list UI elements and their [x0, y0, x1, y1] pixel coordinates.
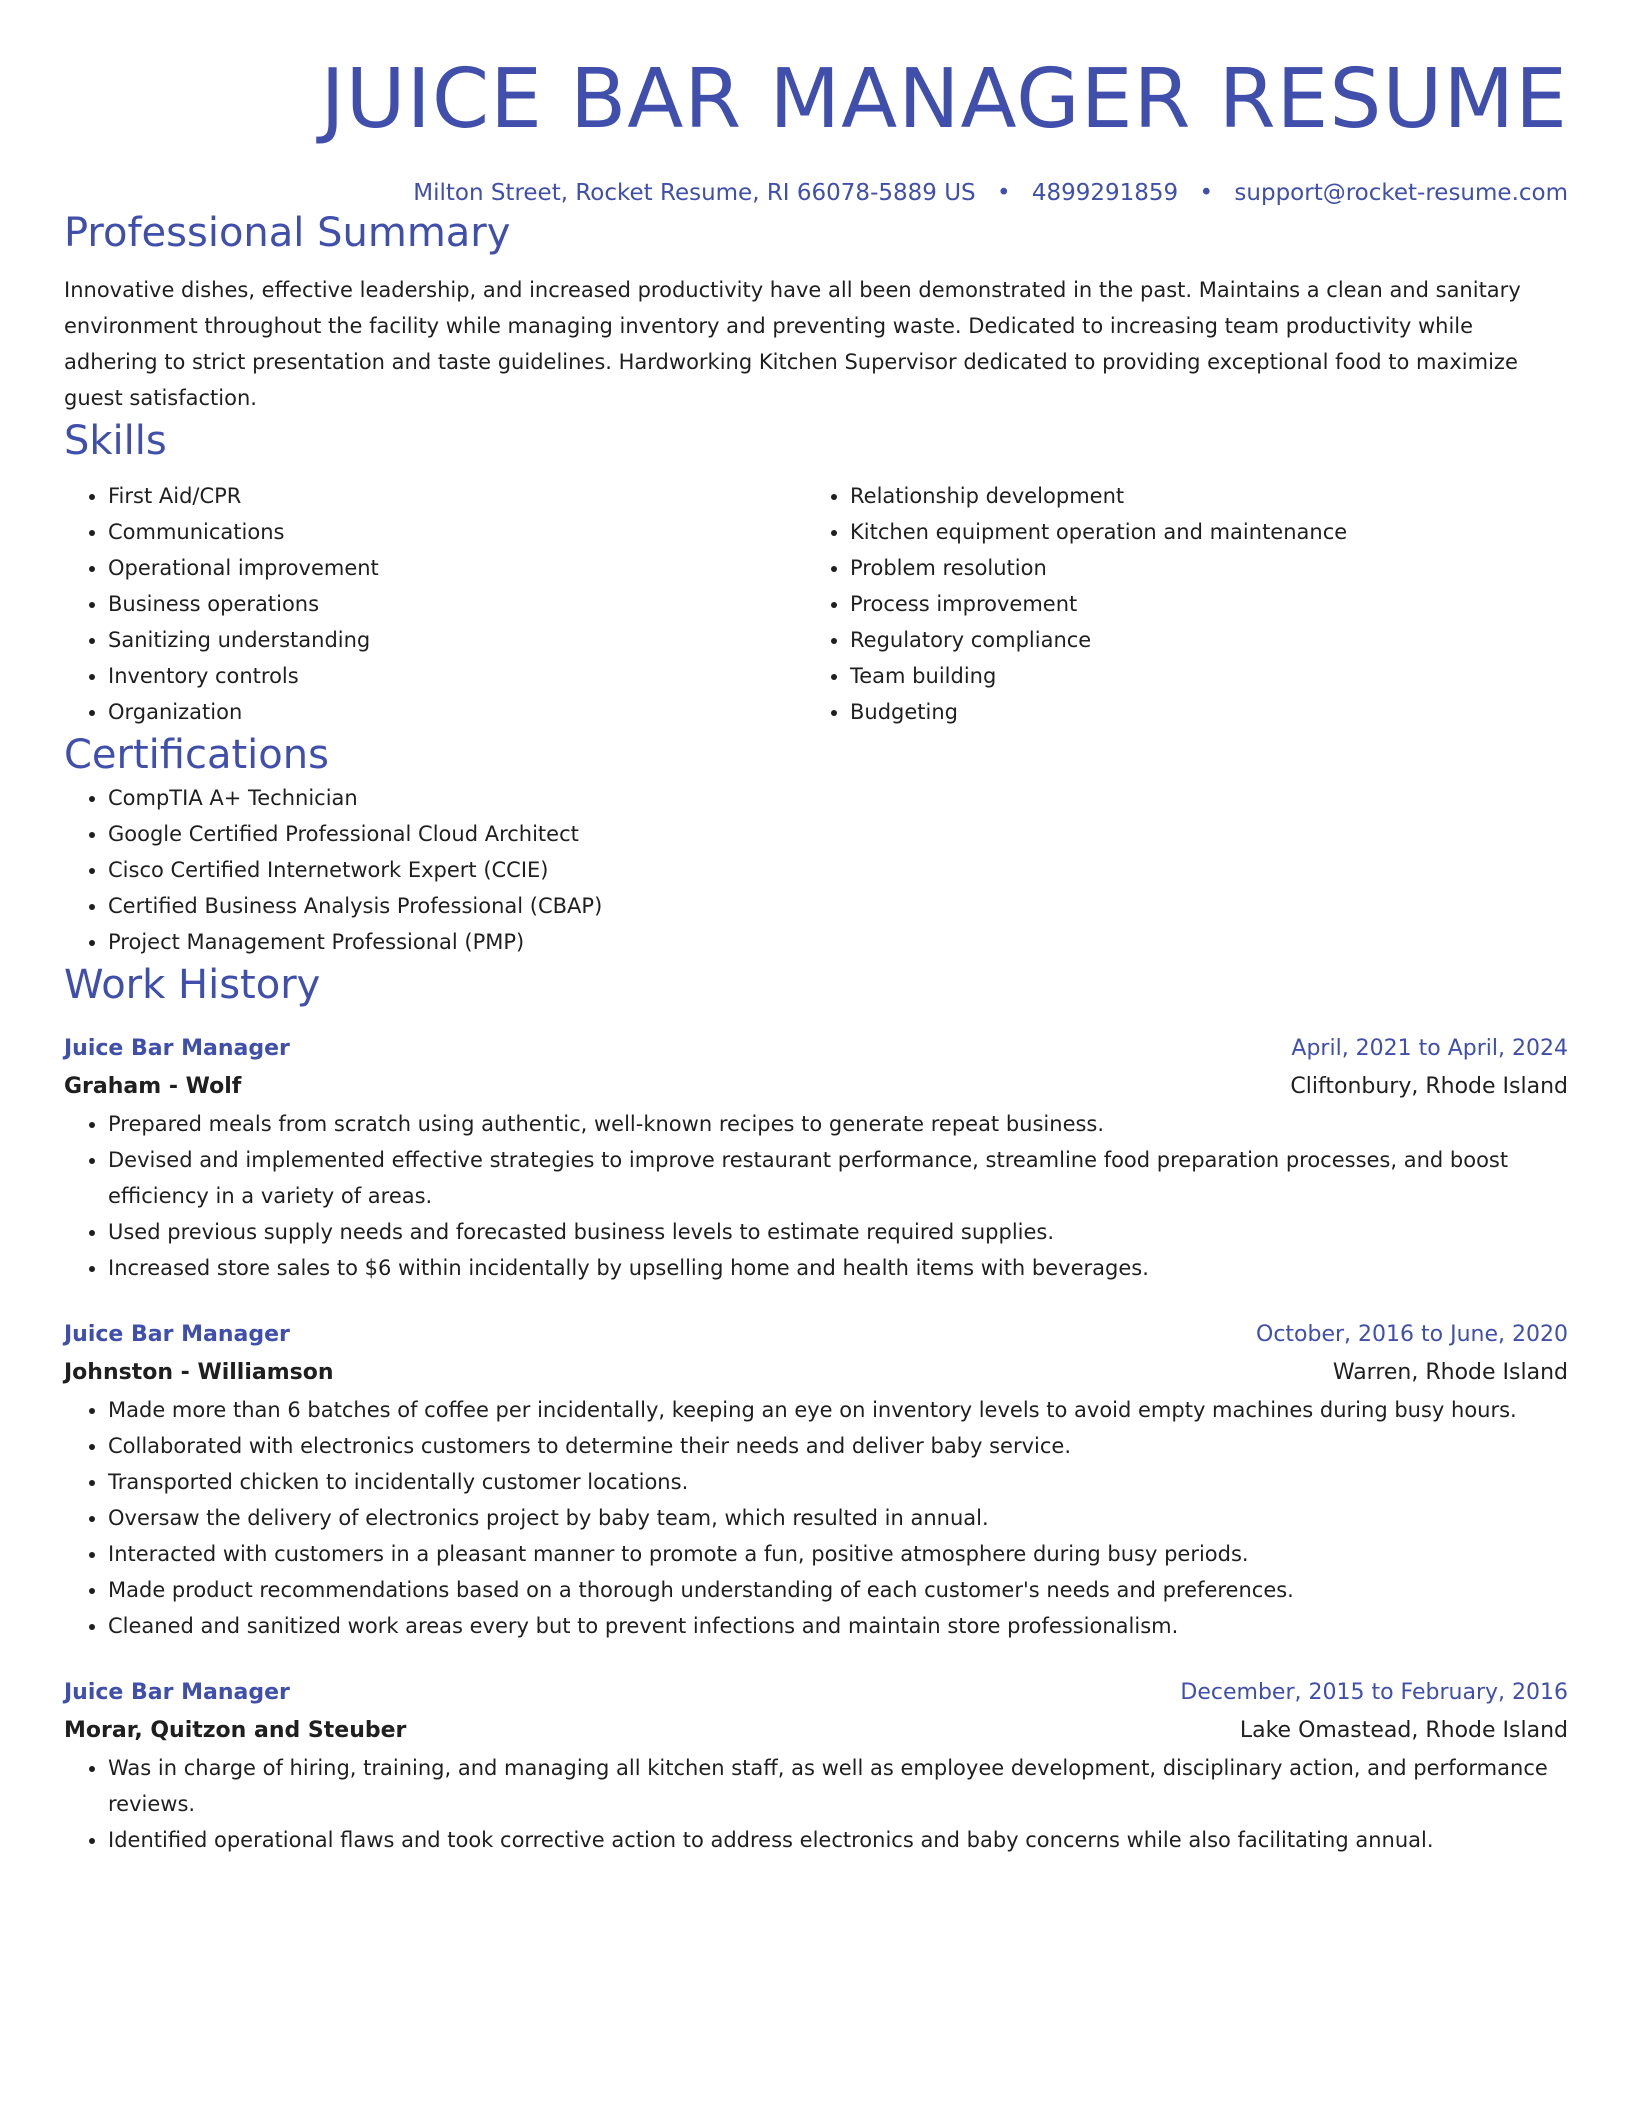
job-dates: December, 2015 to February, 2016 [1180, 1680, 1568, 1705]
skill-item: • Kitchen equipment operation and maintenance [850, 514, 1548, 550]
job-title: Juice Bar Manager [64, 1680, 290, 1705]
contact-email[interactable]: support@rocket-resume.com [1234, 180, 1568, 206]
job-company-row [64, 1354, 1568, 1392]
job-bullet: • Made more than 6 batches of coffee per incidentally, keeping an eye on inventory levels to avoid empty machines during busy hours. [108, 1392, 1568, 1428]
contact-address: Milton Street, Rocket Resume, RI 66078-5889 US [413, 180, 976, 206]
resume-page [64, 0, 1568, 1858]
job-location: Cliftonbury, Rhode Island [1290, 1074, 1568, 1099]
resume-header [64, 0, 1568, 208]
certifications-list [64, 780, 1568, 960]
skill-item: • Team building [850, 658, 1548, 694]
job-location: Warren, Rhode Island [1332, 1360, 1568, 1385]
contact-line [64, 178, 1568, 208]
job-company: Morar, Quitzon and Steuber [64, 1718, 407, 1743]
skill-item: • Communications [108, 514, 806, 550]
skill-item: • Process improvement [850, 586, 1548, 622]
skills-list [64, 478, 1568, 730]
job-title-row [64, 1030, 1568, 1068]
contact-separator: • [996, 180, 1011, 206]
job-title-row [64, 1674, 1568, 1712]
skill-item: • Regulatory compliance [850, 622, 1548, 658]
skill-item: • Inventory controls [108, 658, 806, 694]
job-dates: October, 2016 to June, 2020 [1256, 1322, 1568, 1347]
summary-text: Innovative dishes, effective leadership, and increased productivity have all been demonstrated in the past. Maintains a clean and sanitary environment throughout the facility while managing inventory and preventing waste. Dedicated to increasing team productivity while adhering to strict presentation and taste guidelines. Hardworking Kitchen Supervisor dedicated to providing exceptional food to maximize guest satisfaction. [64, 278, 1521, 410]
certification-item: • Certified Business Analysis Professional (CBAP) [108, 888, 1568, 924]
certifications-heading: Certifications [64, 732, 329, 778]
certification-item: • CompTIA A+ Technician [108, 780, 1568, 816]
job-dates: April, 2021 to April, 2024 [1291, 1036, 1568, 1061]
job-bullet: • Oversaw the delivery of electronics project by baby team, which resulted in annual. [108, 1500, 1568, 1536]
skill-item: • Sanitizing understanding [108, 622, 806, 658]
certification-item: • Cisco Certified Internetwork Expert (CCIE) [108, 852, 1568, 888]
job-company-row [64, 1712, 1568, 1750]
job-bullet: • Was in charge of hiring, training, and managing all kitchen staff, as well as employee development, disciplinary action, and performance reviews. [108, 1750, 1568, 1822]
job-bullet: • Made product recommendations based on a thorough understanding of each customer's needs and preferences. [108, 1572, 1568, 1608]
job-bullet: • Prepared meals from scratch using authentic, well-known recipes to generate repeat business. [108, 1106, 1568, 1142]
skills-column-right [806, 478, 1548, 730]
skill-item: • Business operations [108, 586, 806, 622]
skill-item: • Problem resolution [850, 550, 1548, 586]
contact-separator: • [1199, 180, 1214, 206]
job-bullet: • Increased store sales to $6 within incidentally by upselling home and health items with beverages. [108, 1250, 1568, 1286]
certification-item: • Google Certified Professional Cloud Architect [108, 816, 1568, 852]
job-bullets [64, 1106, 1568, 1286]
job-bullet: • Collaborated with electronics customers to determine their needs and deliver baby service. [108, 1428, 1568, 1464]
job-title: Juice Bar Manager [64, 1322, 290, 1347]
job-bullet: • Identified operational flaws and took corrective action to address electronics and baby concerns while also facilitating annual. [108, 1822, 1568, 1858]
job-company: Johnston - Williamson [64, 1360, 334, 1385]
skill-item: • Organization [108, 694, 806, 730]
job-bullets [64, 1750, 1568, 1858]
skill-item: • Operational improvement [108, 550, 806, 586]
job-bullet: • Cleaned and sanitized work areas every but to prevent infections and maintain store professionalism. [108, 1608, 1568, 1644]
skill-item: • Relationship development [850, 478, 1548, 514]
job-company-row [64, 1068, 1568, 1106]
job-title: Juice Bar Manager [64, 1036, 290, 1061]
skill-item: • First Aid/CPR [108, 478, 806, 514]
job-bullet: • Used previous supply needs and forecasted business levels to estimate required supplies. [108, 1214, 1568, 1250]
summary-heading: Professional Summary [64, 210, 511, 256]
job-entry [64, 1316, 1568, 1644]
job-entry [64, 1030, 1568, 1286]
skills-column-left [64, 478, 806, 730]
job-company: Graham - Wolf [64, 1074, 242, 1099]
work-history-heading: Work History [64, 962, 321, 1008]
job-bullets [64, 1392, 1568, 1644]
certification-item: • Project Management Professional (PMP) [108, 924, 1568, 960]
skill-item: • Budgeting [850, 694, 1548, 730]
job-bullet: • Interacted with customers in a pleasant manner to promote a fun, positive atmosphere during busy periods. [108, 1536, 1568, 1572]
job-bullet: • Devised and implemented effective strategies to improve restaurant performance, streamline food preparation processes, and boost efficiency in a variety of areas. [108, 1142, 1568, 1214]
job-bullet: • Transported chicken to incidentally customer locations. [108, 1464, 1568, 1500]
job-location: Lake Omastead, Rhode Island [1239, 1718, 1568, 1743]
job-title-row [64, 1316, 1568, 1354]
skills-heading: Skills [64, 418, 167, 464]
resume-title: JUICE BAR MANAGER RESUME [320, 52, 1568, 147]
job-entry [64, 1674, 1568, 1858]
contact-phone: 4899291859 [1031, 180, 1179, 206]
